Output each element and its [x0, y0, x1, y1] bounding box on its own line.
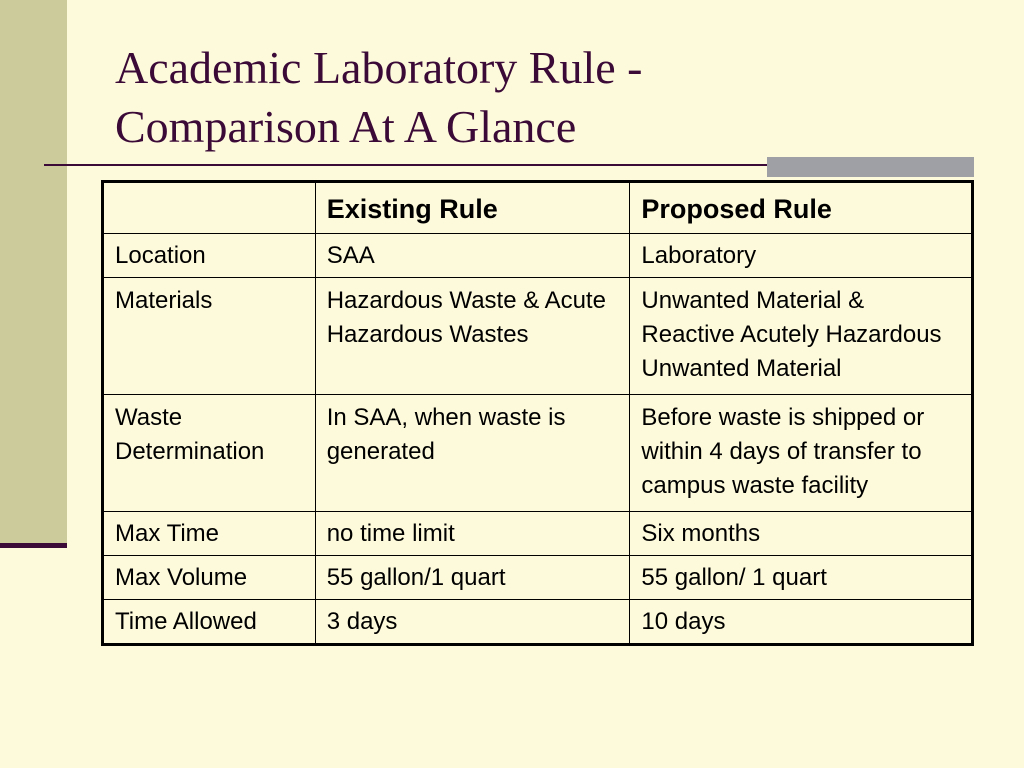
existing-rule-cell: no time limit — [315, 512, 630, 556]
existing-rule-cell: In SAA, when waste is generated — [315, 395, 630, 512]
table-row — [103, 234, 973, 278]
row-label: Max Volume — [103, 556, 316, 600]
header-existing-rule: Existing Rule — [315, 182, 630, 234]
row-label: Time Allowed — [103, 600, 316, 645]
table-row — [103, 278, 973, 395]
existing-rule-cell: Hazardous Waste & Acute Hazardous Wastes — [315, 278, 630, 395]
proposed-rule-cell: Unwanted Material & Reactive Acutely Hazardous Unwanted Material — [630, 278, 973, 395]
title-line-2: Comparison At A Glance — [115, 101, 577, 152]
proposed-rule-cell: Before waste is shipped or within 4 days of transfer to campus waste facility — [630, 395, 973, 512]
header-corner-cell — [103, 182, 316, 234]
row-label: Max Time — [103, 512, 316, 556]
row-label: Location — [103, 234, 316, 278]
table-row — [103, 600, 973, 645]
table-row — [103, 512, 973, 556]
header-proposed-rule: Proposed Rule — [630, 182, 973, 234]
proposed-rule-cell: Six months — [630, 512, 973, 556]
proposed-rule-cell: Laboratory — [630, 234, 973, 278]
table-header-row — [103, 182, 973, 234]
table-row — [103, 395, 973, 512]
title-line-1: Academic Laboratory Rule - — [115, 42, 643, 93]
existing-rule-cell: SAA — [315, 234, 630, 278]
row-label: Materials — [103, 278, 316, 395]
left-decorative-bar — [0, 0, 67, 545]
existing-rule-cell: 55 gallon/1 quart — [315, 556, 630, 600]
left-bar-accent-line — [0, 543, 67, 548]
comparison-table — [101, 180, 974, 646]
proposed-rule-cell: 10 days — [630, 600, 973, 645]
slide-title — [115, 38, 643, 156]
title-divider-gray-block — [767, 157, 974, 177]
row-label: Waste Determination — [103, 395, 316, 512]
proposed-rule-cell: 55 gallon/ 1 quart — [630, 556, 973, 600]
table-row — [103, 556, 973, 600]
existing-rule-cell: 3 days — [315, 600, 630, 645]
